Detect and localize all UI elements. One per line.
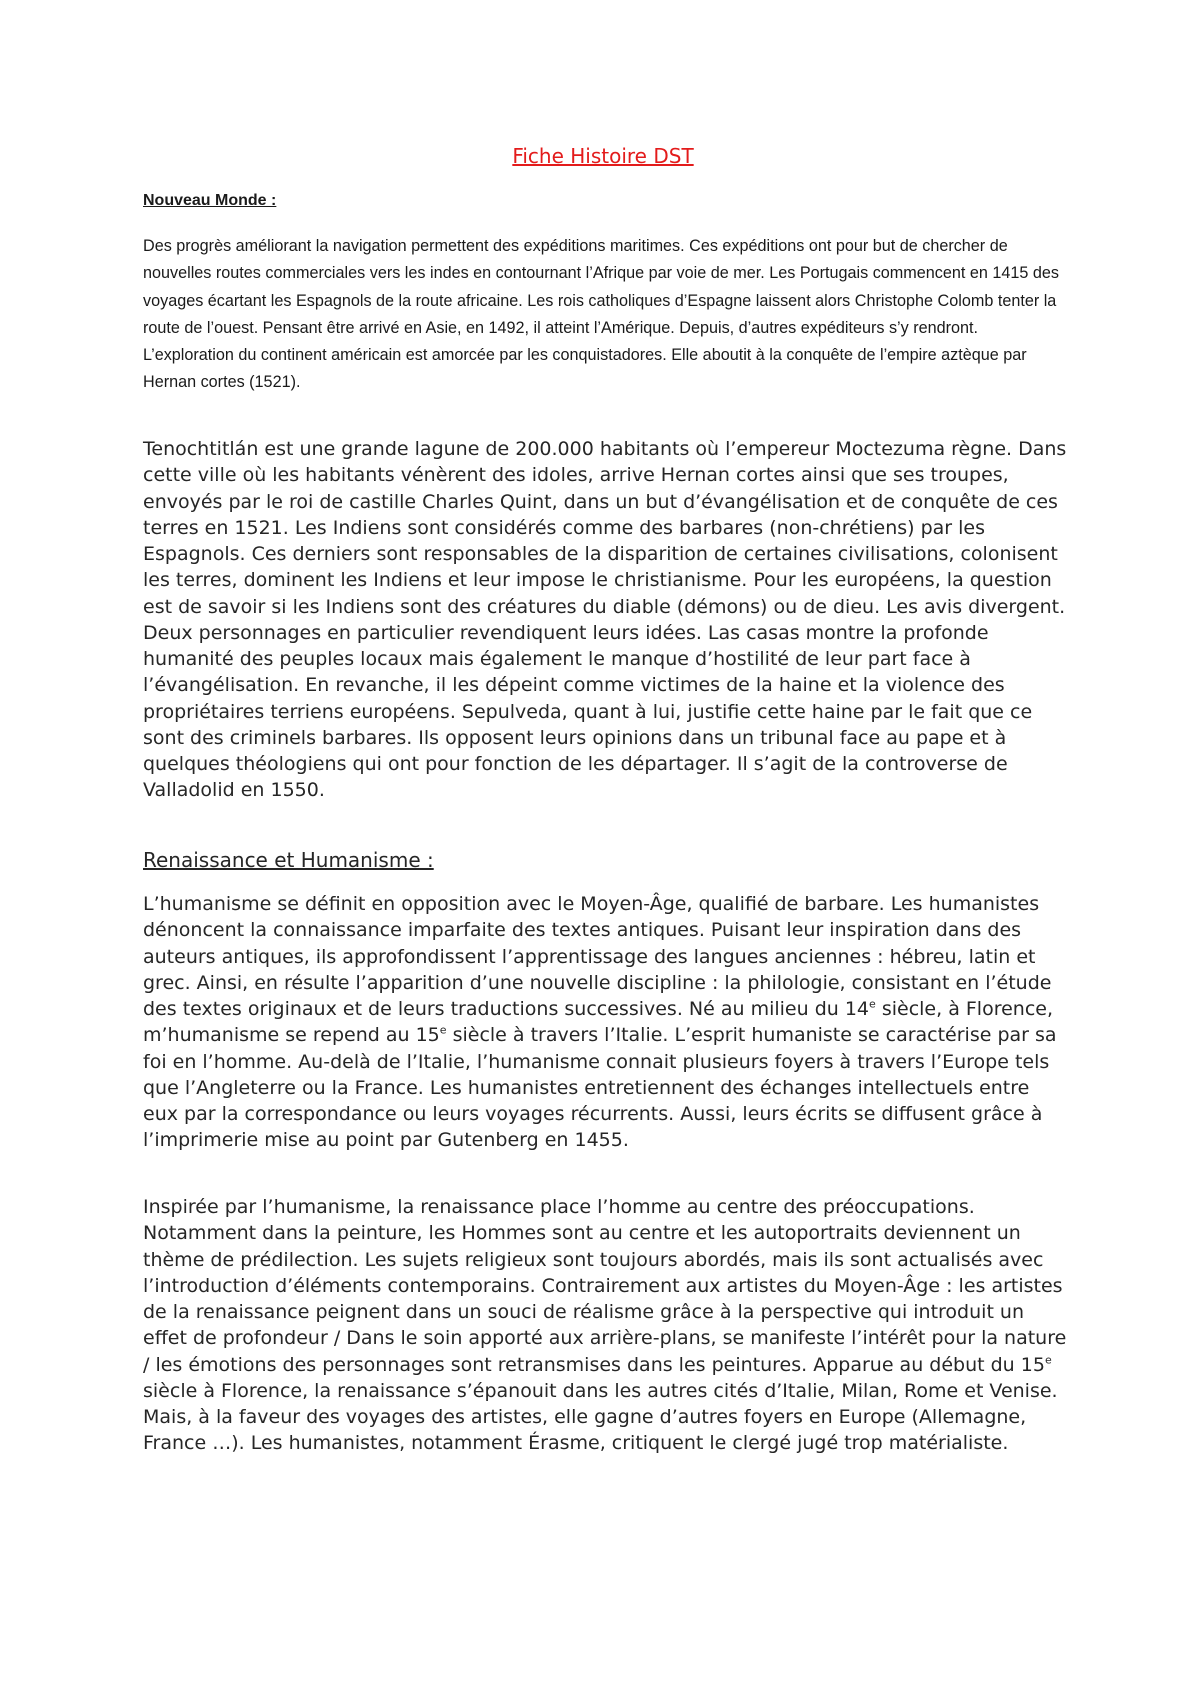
superscript-e: e — [1044, 1353, 1052, 1367]
heading-nouveau-monde: Nouveau Monde : — [143, 192, 277, 209]
paragraph-tenochtitlan: Tenochtitlán est une grande lagune de 200.000 habitants où l’empereur Moctezuma règne. Dans cette ville où les habitants vénèrent des idoles, arrive Hernan cortes ainsi que ses troupes, envoyés par le roi de castille Charles Quint, dans un but d’évangélisation et de conquête de ces terres en 1521. Les Indiens sont considérés comme des barbares (non-chrétiens) par les Espagnols. Ces derniers sont responsables de la disparition de certaines civilisations, colonisent les terres, dominent les Indiens et leur impose le christianisme. Pour les européens, la question est de savoir si les Indiens sont des créatures du diable (démons) ou de dieu. Les avis divergent. Deux personnages en particulier revendiquent leurs idées. Las casas montre la profonde humanité des peuples locaux mais également le manque d’hostilité de leur part face à l’évangélisation. En revanche, il les dépeint comme victimes de la haine et la violence des propriétaires terriens européens. Sepulveda, quant à lui, justifie cette haine par le fait que ce sont des criminels barbares. Ils opposent leurs opinions dans un tribunal face au pape et à quelques théologiens qui ont pour fonction de les départager. Il s’agit de la controverse de Valladolid en 1550. — [143, 438, 1067, 802]
renaissance-text-1: Inspirée par l’humanisme, la renaissance place l’homme au centre des préoccupations. Notamment dans la peinture, les Hommes sont au centre et les autoportraits deviennent un thème de prédilection. Les sujets religieux sont toujours abordés, mais ils sont actualisés avec l’introduction d’éléments contemporains. Contrairement aux artistes du Moyen-Âge : les artistes de la renaissance peignent dans un souci de réalisme grâce à la perspective qui introduit un effet de profondeur / Dans le soin apporté aux arrière-plans, se manifeste l’intérêt pour la nature / les émotions des personnages sont retransmises dans les peintures. Apparue au début du 15 — [143, 1196, 1067, 1376]
humanisme-text-3: siècle à travers l’Italie. L’esprit humaniste se caractérise par sa foi en l’homme. Au-delà de l’Italie, l’humanisme connait plusieurs foyers à travers l’Europe tels que l’Angleterre ou la France. Les humanistes entretiennent des échanges intellectuels entre eux par la correspondance ou leurs voyages récurrents. Aussi, leurs écrits se diffusent grâce à l’imprimerie mise au point par Gutenberg en 1455. — [143, 1024, 1057, 1152]
paragraph-nouveau-monde-intro: Des progrès améliorant la navigation permettent des expéditions maritimes. Ces expéditions ont pour but de chercher de nouvelles routes commerciales vers les indes en contournant l’Afrique par voie de mer. Les Portugais commencent en 1415 des voyages écartant les Espagnols de la route africaine. Les rois catholiques d’Espagne laissent alors Christophe Colomb tenter la route de l’ouest. Pensant être arrivé en Asie, en 1492, il atteint l’Amérique. Depuis, d’autres expéditeurs s’y rendront. L’exploration du continent américain est amorcée par les conquistadores. Elle aboutit à la conquête de l’empire aztèque par Hernan cortes (1521). — [143, 237, 1059, 392]
humanisme-text-2: siècle, à Florence, m’humanisme se repend au 15 — [143, 998, 1054, 1047]
superscript-e: e — [869, 997, 876, 1011]
superscript-e: e — [439, 1023, 447, 1037]
humanisme-text-1: L’humanisme se définit en opposition avec le Moyen-Âge, qualifié de barbare. Les humanistes dénoncent la connaissance imparfaite des textes antiques. Puisant leur inspiration dans des auteurs antiques, ils approfondissent l’apprentissage des langues anciennes : hébreu, latin et grec. Ainsi, en résulte l’apparition d’une nouvelle discipline : la philologie, consistant en l’étude des textes originaux et de leurs traductions successives. Né au milieu du 14 — [143, 893, 1052, 1020]
document-title: Fiche Histoire DST — [512, 144, 694, 168]
heading-renaissance-humanisme: Renaissance et Humanisme : — [143, 848, 434, 872]
paragraph-renaissance — [143, 1194, 1068, 1457]
paragraph-humanisme — [143, 891, 1068, 1154]
renaissance-text-2: siècle à Florence, la renaissance s’épanouit dans les autres cités d’Italie, Milan, Rome et Venise. Mais, à la faveur des voyages des artistes, elle gagne d’autres foyers en Europe (Allemagne, France …). Les humanistes, notamment Érasme, critiquent le clergé jugé trop matérialiste. — [143, 1379, 1058, 1455]
